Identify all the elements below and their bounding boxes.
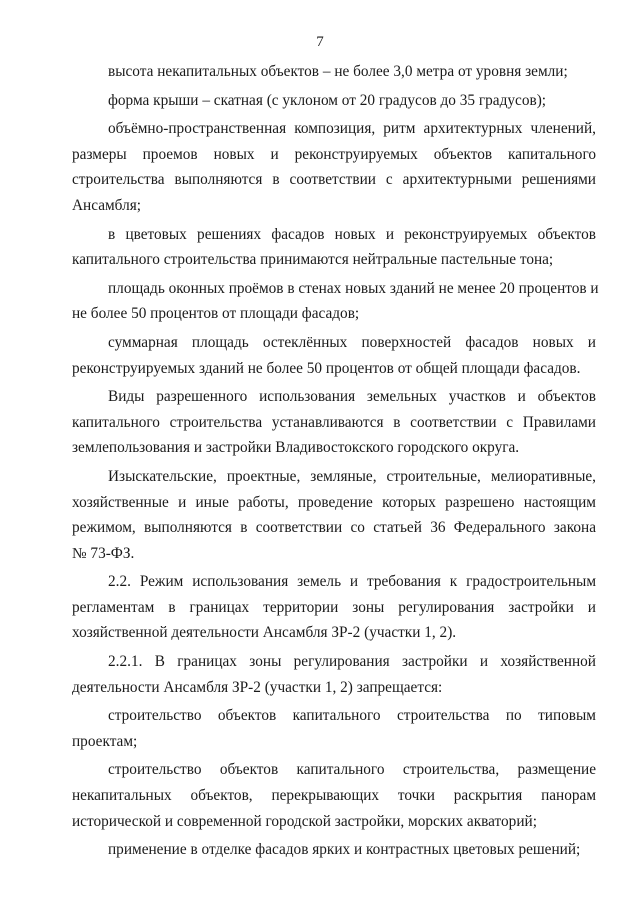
text-line: регламентам в границах территории зоны регулирования застройки и bbox=[72, 598, 596, 616]
text-line: не более 50 процентов от площади фасадов; bbox=[72, 305, 360, 323]
text-line: высота некапитальных объектов – не более 3,0 метра от уровня земли; bbox=[108, 63, 568, 80]
paragraph-spatial-composition bbox=[72, 116, 596, 218]
paragraph-panorama-blocking bbox=[72, 757, 596, 834]
paragraph-nonpermanent-height bbox=[72, 59, 596, 85]
text-line: 2.2. Режим использования земель и требования к градостроительным bbox=[108, 573, 596, 591]
text-line: деятельности Ансамбля ЗР-2 (участки 1, 2) запрещается: bbox=[72, 678, 443, 696]
text-line: объёмно-пространственная композиция, ритм архитектурных членений, bbox=[108, 120, 596, 138]
paragraph-section-2-2 bbox=[72, 569, 596, 646]
text-line: площадь оконных проёмов в стенах новых зданий не менее 20 процентов и bbox=[108, 279, 599, 297]
paragraph-section-2-2-1 bbox=[72, 649, 596, 700]
text-line: некапитальных объектов, перекрывающих точки раскрытия панорам bbox=[72, 787, 596, 805]
text-line: хозяйственной деятельности Ансамбля ЗР-2 (участки 1, 2). bbox=[72, 624, 457, 642]
paragraph-glazed-area bbox=[72, 330, 596, 381]
paragraph-window-area bbox=[72, 276, 599, 327]
text-line: Виды разрешенного использования земельных участков и объектов bbox=[108, 388, 596, 406]
text-line: режимом, выполняются в соответствии со статьей 36 Федерального закона bbox=[72, 519, 596, 537]
text-line: № 73-ФЗ. bbox=[72, 544, 135, 562]
paragraph-works bbox=[72, 464, 596, 566]
text-line: строительство объектов капитального строительства, размещение bbox=[108, 761, 596, 779]
paragraph-typical-projects bbox=[72, 703, 596, 754]
text-line: строительство объектов капитального строительства по типовым bbox=[108, 707, 596, 725]
text-line: 2.2.1. В границах зоны регулирования застройки и хозяйственной bbox=[108, 653, 596, 671]
text-line: капитального строительства устанавливаются в соответствии с Правилами bbox=[72, 413, 596, 431]
document-body bbox=[72, 59, 599, 863]
text-line: форма крыши – скатная (с уклоном от 20 градусов до 35 градусов); bbox=[108, 91, 547, 109]
text-line: реконструируемых зданий не более 50 процентов от общей площади фасадов. bbox=[72, 359, 581, 377]
paragraph-permitted-use bbox=[72, 384, 596, 461]
page-number: 7 bbox=[316, 34, 324, 50]
text-line: Ансамбля; bbox=[72, 196, 142, 214]
text-line: в цветовых решениях фасадов новых и реконструируемых объектов bbox=[108, 225, 596, 243]
text-line: суммарная площадь остеклённых поверхностей фасадов новых и bbox=[108, 333, 596, 351]
paragraph-color-solutions bbox=[72, 222, 596, 273]
text-line: Изыскательские, проектные, земляные, строительные, мелиоративные, bbox=[108, 467, 596, 485]
paragraph-roof-shape bbox=[72, 88, 596, 114]
text-line: исторической и современной городской застройки, морских акваторий; bbox=[72, 812, 537, 830]
text-line: применение в отделке фасадов ярких и контрастных цветовых решений; bbox=[108, 841, 581, 859]
text-line: капитального строительства принимаются нейтральные пастельные тона; bbox=[72, 251, 554, 269]
text-line: хозяйственные и иные работы, проведение которых разрешено настоящим bbox=[72, 493, 596, 511]
paragraph-bright-colors bbox=[72, 837, 596, 863]
text-line: землепользования и застройки Владивостокского городского округа. bbox=[72, 439, 520, 457]
text-line: размеры проемов новых и реконструируемых объектов капитального bbox=[72, 145, 596, 163]
text-line: проектам; bbox=[72, 732, 138, 750]
text-line: строительства выполняются в соответствии с архитектурными решениями bbox=[72, 171, 596, 189]
